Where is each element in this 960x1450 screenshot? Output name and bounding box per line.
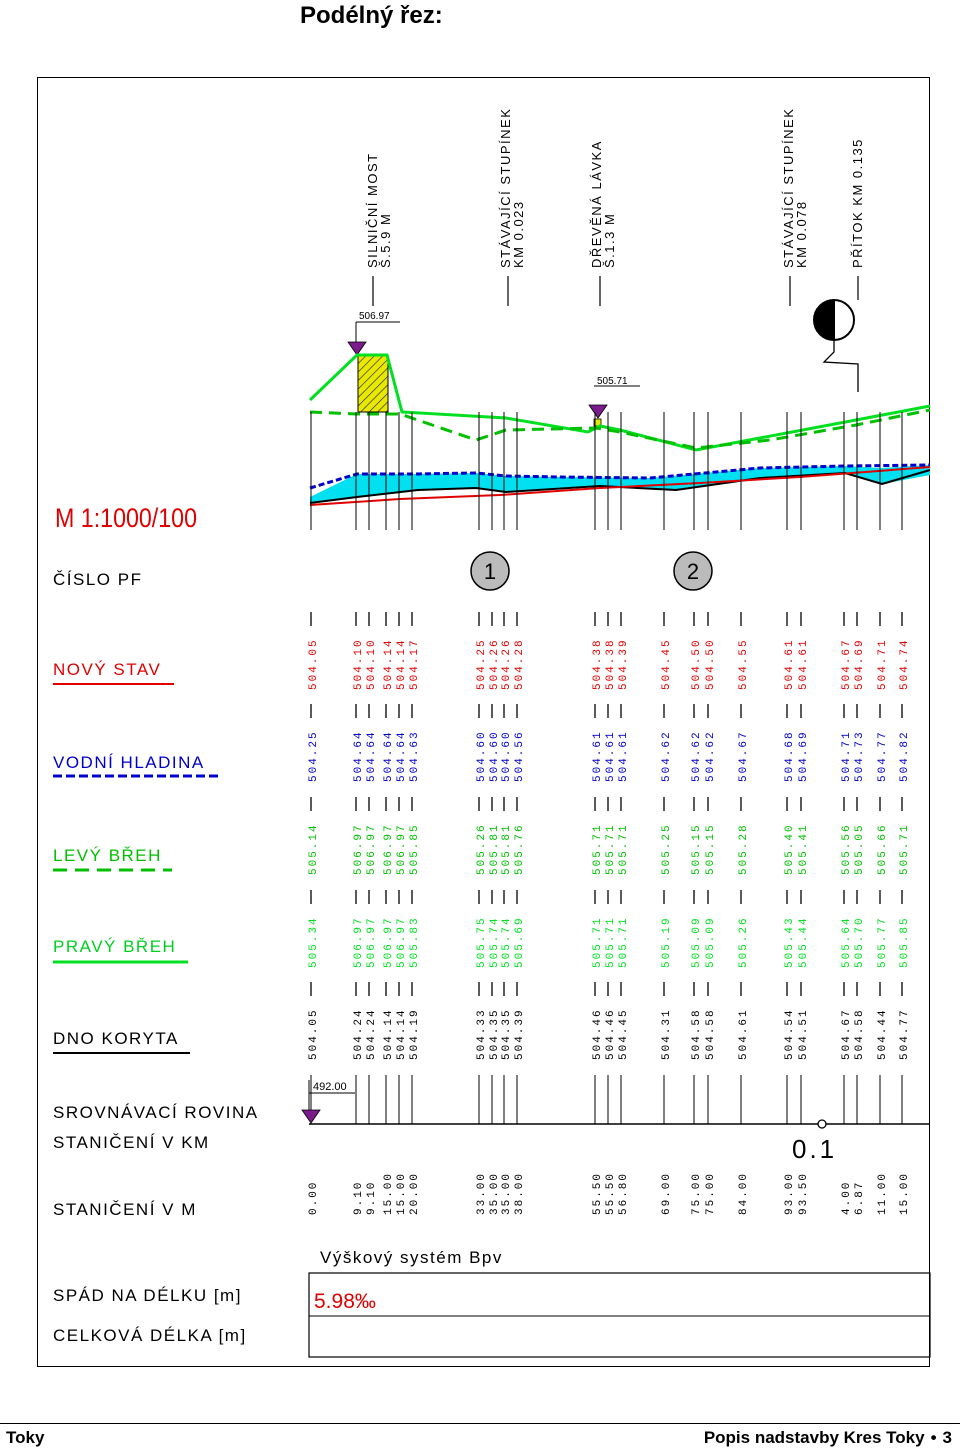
value-bottom: 504.19 [409,1008,421,1060]
value-new: 504.50 [705,638,717,690]
value-chainage-m: 56.80 [618,1171,630,1215]
value-chainage-m: 35.00 [489,1171,501,1215]
value-chainage-m: 9.10 [353,1180,365,1215]
value-bottom: 504.39 [514,1008,526,1060]
height-system: Výškový systém Bpv [320,1248,503,1267]
value-right: 506.97 [396,916,408,968]
value-bottom: 504.54 [784,1008,796,1060]
value-bottom: 504.45 [618,1008,630,1060]
legend-line-samples [53,684,218,1053]
value-left: 506.97 [366,823,378,875]
value-left: 505.71 [618,823,630,875]
value-new: 504.38 [605,638,617,690]
value-bottom: 504.24 [366,1008,378,1060]
value-left: 505.76 [514,823,526,875]
bridge-marker [348,311,400,412]
value-new: 504.61 [784,638,796,690]
value-bottom: 504.33 [476,1008,488,1060]
value-chainage-m: 20.00 [409,1171,421,1215]
label-total-length: CELKOVÁ DÉLKA [m] [53,1326,247,1345]
value-water: 504.61 [618,730,630,782]
value-bottom: 504.31 [661,1008,673,1060]
footer-page-number: 3 [942,1428,952,1447]
value-right: 505.26 [738,916,750,968]
value-water: 504.25 [308,730,320,782]
value-right: 505.85 [899,916,911,968]
value-bottom: 504.61 [738,1008,750,1060]
label-chainage-km: STANIČENÍ V KM [53,1133,210,1152]
value-bottom: 504.35 [489,1008,501,1060]
value-bottom: 504.51 [798,1008,810,1060]
value-chainage-m: 75.00 [705,1171,717,1215]
footer-bullet: • [930,1428,937,1447]
value-water: 504.60 [501,730,513,782]
footbridge-width-label: Š.1.3 M [602,212,617,268]
value-chainage-m: 15.00 [396,1171,408,1215]
value-chainage-m: 69.00 [661,1171,673,1215]
value-water: 504.60 [476,730,488,782]
value-new: 504.05 [308,638,320,690]
label-slope: SPÁD NA DÉLKU [m] [53,1286,242,1305]
value-bottom: 504.77 [899,1008,911,1060]
value-right: 505.44 [798,916,810,968]
footer-left: Toky [6,1428,45,1447]
step2-label: STÁVAJÍCÍ STUPÍNEK [781,107,796,268]
value-chainage-m: 38.00 [514,1171,526,1215]
step1-label: STÁVAJÍCÍ STUPÍNEK [498,107,513,268]
value-bottom: 504.46 [605,1008,617,1060]
value-left: 505.71 [605,823,617,875]
value-chainage-m: 84.00 [738,1171,750,1215]
value-left: 505.15 [705,823,717,875]
label-left-bank: LEVÝ BŘEH [53,846,162,865]
scale-label: M 1:1000/100 [55,503,197,533]
value-bottom: 504.58 [705,1008,717,1060]
profile-number-2-label: 2 [686,559,700,584]
value-chainage-m: 0.00 [308,1180,320,1215]
value-right: 505.19 [661,916,673,968]
value-right: 505.74 [489,916,501,968]
value-new: 504.28 [514,638,526,690]
value-water: 504.64 [383,730,395,782]
datum-marker [302,1080,355,1123]
value-bottom: 504.67 [841,1008,853,1060]
value-new: 504.10 [353,638,365,690]
value-bottom: 504.58 [691,1008,703,1060]
value-chainage-m: 35.00 [501,1171,513,1215]
value-water: 504.73 [854,730,866,782]
km-marker-label: 0.1 [792,1134,838,1164]
value-new: 504.67 [841,638,853,690]
bridge-level-label: 506.97 [359,311,390,322]
value-right: 505.77 [877,916,889,968]
value-chainage-m: 6.87 [854,1180,866,1215]
value-bottom: 504.14 [383,1008,395,1060]
value-new: 504.74 [899,638,911,690]
value-chainage-m: 93.50 [798,1171,810,1215]
value-water: 504.82 [899,730,911,782]
profile-number-1 [471,552,509,590]
value-chainage-m: 15.00 [383,1171,395,1215]
value-water: 504.64 [366,730,378,782]
value-right: 505.70 [854,916,866,968]
value-left: 505.81 [489,823,501,875]
value-right: 505.09 [691,916,703,968]
label-channel-bottom: DNO KORYTA [53,1029,179,1048]
value-water: 504.77 [877,730,889,782]
value-left: 505.41 [798,823,810,875]
value-left: 505.85 [409,823,421,875]
bridge-label: SILNIČNÍ MOST [365,152,380,268]
value-water: 504.62 [705,730,717,782]
tributary-label: PŘÍTOK KM 0.135 [850,138,865,268]
value-water: 504.64 [353,730,365,782]
value-right: 506.97 [366,916,378,968]
value-new: 504.71 [877,638,889,690]
value-water: 504.61 [605,730,617,782]
value-chainage-m: 4.00 [841,1180,853,1215]
value-water: 504.60 [489,730,501,782]
value-water: 504.69 [798,730,810,782]
value-new: 504.10 [366,638,378,690]
value-bottom: 504.46 [592,1008,604,1060]
value-right: 505.09 [705,916,717,968]
value-right: 505.64 [841,916,853,968]
page-title: Podélný řez: [300,2,443,29]
value-chainage-m: 11.00 [877,1171,889,1215]
value-left: 505.25 [661,823,673,875]
value-new: 504.69 [854,638,866,690]
value-chainage-m: 93.00 [784,1171,796,1215]
value-bottom: 504.05 [308,1008,320,1060]
label-new-state: NOVÝ STAV [53,660,162,679]
value-left: 505.05 [854,823,866,875]
datum-value: 492.00 [313,1081,347,1093]
footer-right [698,1428,952,1448]
value-right: 505.75 [476,916,488,968]
value-right: 505.71 [618,916,630,968]
value-left: 505.40 [784,823,796,875]
label-datum: SROVNÁVACÍ ROVINA [53,1103,259,1122]
value-bottom: 504.44 [877,1008,889,1060]
value-left: 505.71 [592,823,604,875]
footbridge-marker [589,376,640,426]
value-left: 505.66 [877,823,889,875]
value-right: 505.69 [514,916,526,968]
tributary-symbol [814,300,858,392]
value-water: 504.62 [691,730,703,782]
value-left: 505.71 [899,823,911,875]
footbridge-label: DŘEVĚNÁ LÁVKA [589,140,604,268]
footer-title: Popis nadstavby Kres Toky [703,1428,925,1447]
value-bottom: 504.35 [501,1008,513,1060]
value-water: 504.64 [396,730,408,782]
value-right: 505.83 [409,916,421,968]
value-chainage-m: 75.00 [691,1171,703,1215]
value-right: 506.97 [383,916,395,968]
value-right: 505.71 [592,916,604,968]
value-right: 505.71 [605,916,617,968]
value-new: 504.55 [738,638,750,690]
bridge-width-label: Š.5.9 M [378,212,393,268]
value-bottom: 504.14 [396,1008,408,1060]
value-bottom: 504.58 [854,1008,866,1060]
value-bottom: 504.24 [353,1008,365,1060]
value-new: 504.25 [476,638,488,690]
value-new: 504.50 [691,638,703,690]
label-profile-no: ČÍSLO PF [53,570,143,589]
value-chainage-m: 55.50 [592,1171,604,1215]
value-new: 504.14 [383,638,395,690]
value-new: 504.45 [661,638,673,690]
step1-km-label: KM 0.023 [511,200,526,268]
label-chainage-m: STANIČENÍ V M [53,1200,197,1219]
value-chainage-m: 15.00 [899,1171,911,1215]
profile-number-2 [674,552,712,590]
value-left: 505.81 [501,823,513,875]
footer-rule [0,1423,960,1424]
value-chainage-m: 55.50 [605,1171,617,1215]
value-new: 504.17 [409,638,421,690]
value-water: 504.71 [841,730,853,782]
footbridge-level-label: 505.71 [597,376,628,387]
value-left: 505.28 [738,823,750,875]
value-left: 506.97 [353,823,365,875]
value-water: 504.68 [784,730,796,782]
value-water: 504.63 [409,730,421,782]
value-chainage-m: 9.10 [366,1180,378,1215]
value-water: 504.62 [661,730,673,782]
label-water-level: VODNÍ HLADINA [53,753,205,772]
label-right-bank: PRAVÝ BŘEH [53,937,177,956]
profile-number-1-label: 1 [483,559,497,584]
value-right: 505.43 [784,916,796,968]
value-new: 504.14 [396,638,408,690]
value-water: 504.56 [514,730,526,782]
summary-table [309,1248,930,1357]
value-new: 504.61 [798,638,810,690]
value-chainage-m: 33.00 [476,1171,488,1215]
value-new: 504.26 [501,638,513,690]
step2-km-label: KM 0.078 [794,200,809,268]
value-right: 505.74 [501,916,513,968]
value-water: 504.67 [738,730,750,782]
value-right: 505.34 [308,916,320,968]
value-left: 506.97 [396,823,408,875]
value-left: 505.14 [308,823,320,875]
value-right: 506.97 [353,916,365,968]
value-water: 504.61 [592,730,604,782]
value-new: 504.38 [592,638,604,690]
value-left: 505.15 [691,823,703,875]
value-left: 505.26 [476,823,488,875]
value-left: 505.56 [841,823,853,875]
value-new: 504.26 [489,638,501,690]
value-new: 504.39 [618,638,630,690]
chainage-axis [309,1120,930,1164]
value-left: 506.97 [383,823,395,875]
slope-value: 5.98‰ [314,1290,376,1313]
